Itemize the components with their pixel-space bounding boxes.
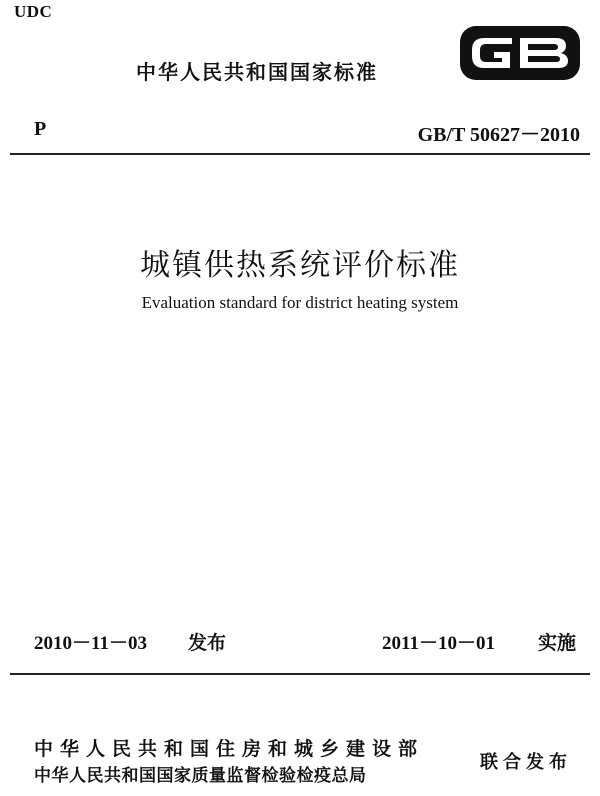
top-divider — [10, 153, 590, 155]
joint-issue-label: 联合发布 — [480, 752, 572, 773]
title-chinese: 城镇供热系统评价标准 — [140, 248, 460, 283]
issuer-ministry-housing: 中华人民共和国住房和城乡建设部 — [34, 738, 425, 760]
issue-label: 发布 — [188, 632, 227, 654]
national-standard-title: 中华人民共和国国家标准 — [136, 60, 378, 84]
bottom-divider — [10, 673, 590, 675]
gb-logo — [458, 22, 582, 84]
issue-date: 2010－11－03 — [34, 633, 147, 654]
implementation-label: 实施 — [538, 632, 577, 654]
category-code: P — [34, 118, 47, 140]
standard-number: GB/T 50627－2010 — [417, 124, 580, 146]
udc-label: UDC — [14, 2, 53, 21]
implementation-date: 2011－10－01 — [382, 633, 495, 654]
title-english: Evaluation standard for district heating system — [141, 293, 459, 312]
issuer-aqsiq: 中华人民共和国国家质量监督检验检疫总局 — [34, 766, 367, 786]
